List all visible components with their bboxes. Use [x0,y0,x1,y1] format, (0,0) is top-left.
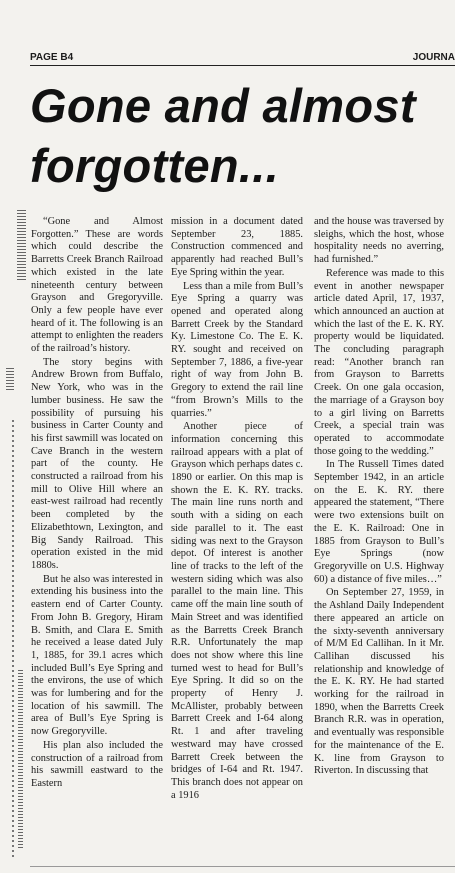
page-number: PAGE B4 [30,52,74,63]
paragraph: His plan also included the construction of a railroad from his sawmill eastward to the Eastern [31,739,163,789]
paragraph: Less than a mile from Bull’s Eye Spring a quarry was opened and operated along Barrett Creek by the Standard Ky. Limestone Co. The E. K. RY. sought and received on September 7, 1886, a five-year right of way from John B. Gregory to extend the rail line “from Brown’s Mills to the quarries.” [171,280,303,419]
paragraph: In The Russell Times dated September 1942, in an article on the E. K. RY. there appeared the statement, “There were two extensions built on the E. K. Railroad: One in 1885 from Grayson to Bull’s Eye Springs (now Gregoryville on U.S. Highway 60) a distance of five miles…” [314,459,444,585]
article-column-2 [171,216,303,802]
binding-margin-marks [0,200,28,873]
page-bottom-edge [30,866,455,867]
paragraph: Another piece of information concerning this railroad appears with a plat of Grayson which perhaps dates c. 1890 or earlier. On this map is shown the E. K. RY. tracks. The main line runs north and south with a siding on each side parallel to it. The east siding was next to the Grayson depot. Of interest is another line of tracks to the left of the western siding which was also parallel to the main line. This came off the main line south of Main Street and was identified as the Barretts Creek Branch R.R. Unfortunately the map does not show where this line turned west to head for Bull’s Eye Spring. It did so on the property of Henry J. McAllister, probably between Barrett Creek and I-64 along Rt. 1 and after traveling westward may have crossed Barrett Creek between the bridges of I-64 and Rt. 1947. This branch does not appear on a 1916 [171,421,303,801]
header-rule [30,65,455,66]
paragraph: The story begins with Andrew Brown from Buffalo, New York, who was in the lumber business. He saw the possibility of pursuing his business in Carter County and his first sawmill was located on Cave Branch in the western part of the county. He constructed a railroad from his mill to Olive Hill where an east-west railroad had recently been completed by the Elizabethtown, Lexington, and Big Sandy Railroad. This operation existed in the mid 1880s. [31,356,163,571]
paragraph: Reference was made to this event in another newspaper article dated April, 17, 1937, which announced an auction at which the last of the E. K. RY. property would be liquidated. The concluding paragraph read: “Another branch ran from Grayson to Barretts Creek. On one gala occasion, the marriage of a Grayson boy to a girl living on Barretts Creek, a special train was operated to accommodate those going to the wedding.” [314,267,444,457]
paragraph: “Gone and Almost Forgotten.” These are words which could describe the Barretts Creek Branch Railroad which existed in the late nineteenth century between Grayson and Gregoryville. Only a few people have ever heard of it. The following is an attempt to enlighten the readers of the railroad’s history. [31,216,163,355]
paragraph: and the house was traversed by sleighs, which the host, whose hospitality needs no averring, had furnished.” [314,216,444,266]
page-header [30,52,455,66]
paragraph: But he also was interested in extending his business into the eastern end of Carter County. From John B. Gregory, Hiram B. Smith, and Clara E. Smith he received a lease dated July 1, 1885, for 39.1 acres which included Bull’s Eye Spring and the environs, the use of which was for lumbering and for the location of his sawmill. The area of Bull’s Eye Spring is now Gregoryville. [31,573,163,738]
paragraph: mission in a document dated September 23, 1885. Construction commenced and apparently had reached Bull’s Eye Spring within the year. [171,216,303,278]
article-column-3 [314,216,444,778]
article-column-1 [31,216,163,791]
headline: Gone and almost forgotten... [30,79,416,192]
publication-name: JOURNA [412,52,455,63]
paragraph: On September 27, 1959, in the Ashland Daily Independent there appeared an article on the sixty-seventh anniversary of M/M Ed Callihan. In it Mr. Callihan discussed his relationship and knowledge of the E. K. RY. He had started working for the railroad in 1890, when the Barretts Creek Branch R.R. was in operation, and eventually was responsible for the maintenance of the E. K. line from Grayson to Riverton. In discussing that [314,587,444,777]
